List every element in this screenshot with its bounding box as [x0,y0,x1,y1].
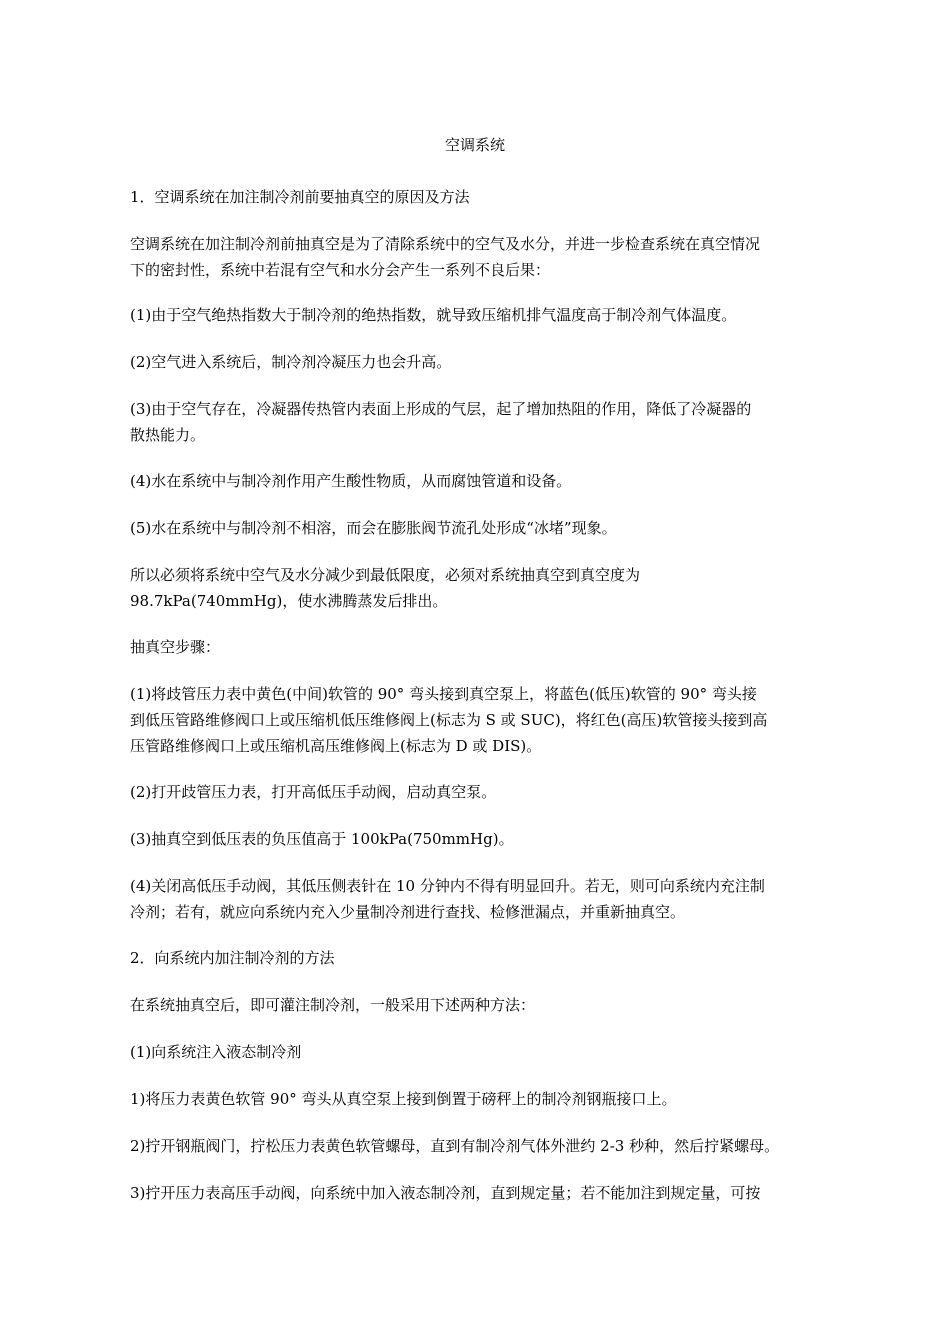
list-item [130,779,840,805]
text-line: (4)水在系统中与制冷剂作用产生酸性物质，从而腐蚀管道和设备。 [130,472,572,490]
text-line: 3)拧开压力表高压手动阀，向系统中加入液态制冷剂，直到规定量；若不能加注到规定量，可按 [130,1184,761,1202]
page-title: 空调系统 [444,136,505,154]
text-line: 抽真空步骤： [130,638,221,656]
list-item [130,873,840,925]
list-item [130,468,840,494]
text-line: 下的密封性，系统中若混有空气和水分会产生一系列不良后果： [130,261,551,279]
text-line: 空调系统在加注制冷剂前抽真空是为了清除系统中的空气及水分，并进一步检查系统在真空情况 [130,235,761,253]
text-line: (3)抽真空到低压表的负压值高于 100kPa(750mmHg)。 [130,830,514,848]
list-item [130,1133,840,1159]
list-item [130,396,840,448]
text-line: 压管路维修阀口上或压缩机高压维修阀上(标志为 D 或 DIS)。 [130,737,542,755]
text-line: (2)打开歧管压力表，打开高低压手动阀，启动真空泵。 [130,783,497,801]
paragraph [130,562,840,614]
subheading [130,1039,840,1065]
text-line: 冷剂；若有，就应向系统内充入少量制冷剂进行查找、检修泄漏点，并重新抽真空。 [130,903,686,921]
subheading [130,634,840,660]
list-item [130,515,840,541]
text-line: 散热能力。 [130,426,206,444]
text-line: (1)由于空气绝热指数大于制冷剂的绝热指数，就导致压缩机排气温度高于制冷剂气体温度。 [130,306,737,324]
section-heading-2 [130,945,840,971]
paragraph [130,992,840,1018]
text-line: (1)将歧管压力表中黄色(中间)软管的 90° 弯头接到真空泵上，将蓝色(低压)软管的 90° 弯头接 [130,685,757,703]
text-line: 98.7kPa(740mmHg)，使水沸腾蒸发后排出。 [130,592,448,610]
text-line: (3)由于空气存在，冷凝器传热管内表面上形成的气层，起了增加热阻的作用，降低了冷凝器的 [130,400,752,418]
list-item [130,681,840,759]
text-line: (4)关闭高低压手动阀，其低压侧表针在 10 分钟内不得有明显回升。若无，则可向系统内充注制 [130,877,765,895]
text-line: (2)空气进入系统后，制冷剂冷凝压力也会升高。 [130,353,452,371]
text-line: 2．向系统内加注制冷剂的方法 [130,949,335,967]
text-line: (1)向系统注入液态制冷剂 [130,1043,302,1061]
section-heading-1 [130,184,840,210]
list-item [130,1180,840,1206]
list-item [130,302,840,328]
list-item [130,826,840,852]
list-item [130,1086,840,1112]
text-line: 所以必须将系统中空气及水分减少到最低限度，必须对系统抽真空到真空度为 [130,566,641,584]
text-line: 2)拧开钢瓶阀门，拧松压力表黄色软管螺母，直到有制冷剂气体外泄约 2-3 秒种，然后拧紧螺母。 [130,1137,780,1155]
text-line: 到低压管路维修阀口上或压缩机低压维修阀上(标志为 S 或 SUC)，将红色(高压)软管接头接到高 [130,711,768,729]
text-line: (5)水在系统中与制冷剂不相溶，而会在膨胀阀节流孔处形成“冰堵”现象。 [130,519,617,537]
paragraph-intro [130,231,840,283]
text-line: 1．空调系统在加注制冷剂前要抽真空的原因及方法 [130,188,470,206]
list-item [130,349,840,375]
text-line: 在系统抽真空后，即可灌注制冷剂，一般采用下述两种方法： [130,996,536,1014]
text-line: 1)将压力表黄色软管 90° 弯头从真空泵上接到倒置于磅秤上的制冷剂钢瓶接口上。 [130,1090,677,1108]
